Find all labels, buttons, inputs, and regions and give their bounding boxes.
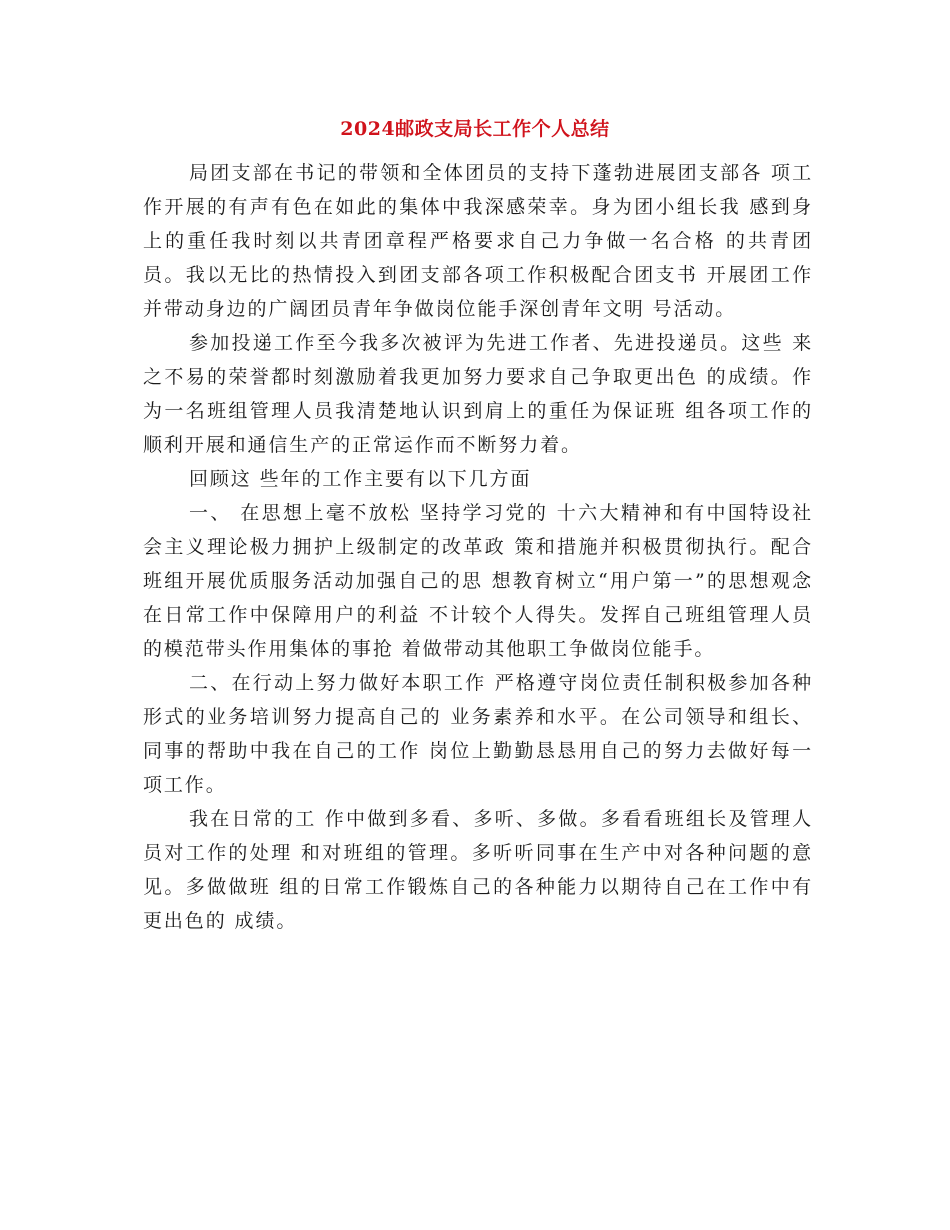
document-body [143, 156, 813, 938]
paragraph-honors: 参加投递工作至今我多次被评为先进工作者、先进投递员。这些 来之不易的荣誉都时刻激励着我更加努力要求自己争取更出色 的成绩。作为一名班组管理人员我清楚地认识到肩上的重任为保证班 组各项工作的顺利开展和通信生产的正常运作而不断努力着。 [143, 332, 813, 456]
paragraph-point-one: 一、 在思想上毫不放松 坚持学习党的 十六大精神和有中国特设社会主义理论极力拥护上级制定的改革政 策和措施并积极贯彻执行。配合班组开展优质服务活动加强自己的思 想教育树立“用户第一”的思想观念在日常工作中保障用户的利益 不计较个人得失。发挥自己班组管理人员的模范带头作用集体的事抢 着做带动其他职工争做岗位能手。 [143, 502, 813, 660]
paragraph-review: 回顾这 些年的工作主要有以下几方面 [189, 468, 532, 490]
paragraph-daily-work: 我在日常的工 作中做到多看、多听、多做。多看看班组长及管理人员对工作的处理 和对班组的管理。多听听同事在生产中对各种问题的意见。多做做班 组的日常工作锻炼自己的各种能力以期待自己在工作中有更出色的 成绩。 [143, 808, 813, 932]
paragraph-intro: 局团支部在书记的带领和全体团员的支持下蓬勃进展团支部各 项工作开展的有声有色在如此的集体中我深感荣幸。身为团小组长我 感到身上的重任我时刻以共青团章程严格要求自己力争做一名合格 的共青团员。我以无比的热情投入到团支部各项工作积极配合团支书 开展团工作并带动身边的广阔团员青年争做岗位能手深创青年文明 号活动。 [143, 162, 813, 320]
paragraph-point-two: 二、在行动上努力做好本职工作 严格遵守岗位责任制积极参加各种形式的业务培训努力提高自己的 业务素养和水平。在公司领导和组长、同事的帮助中我在自己的工作 岗位上勤勤恳恳用自己的努力去做好每一项工作。 [143, 672, 813, 796]
document-title: 2024邮政支局长工作个人总结 [340, 118, 610, 140]
